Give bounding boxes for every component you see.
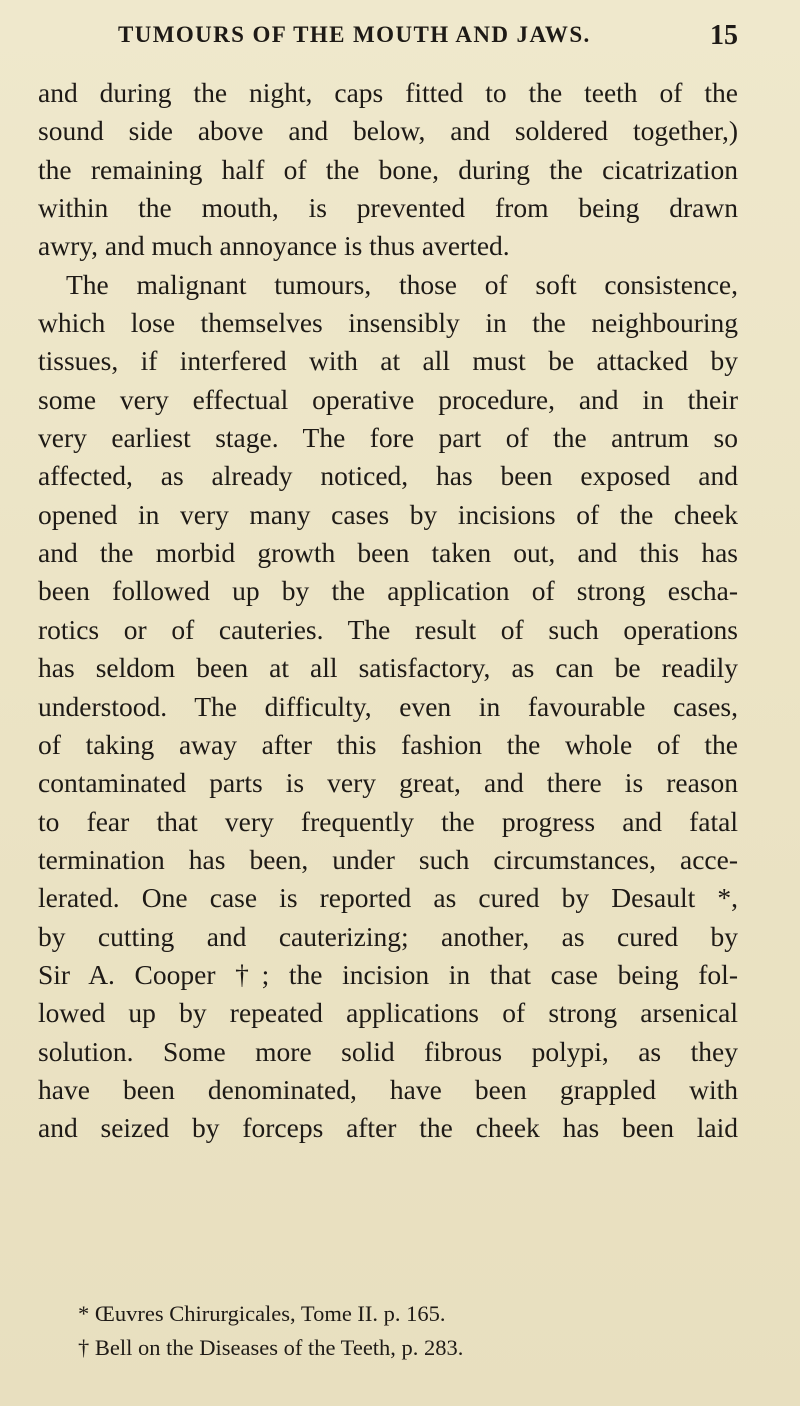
- running-title: TUMOURS OF THE MOUTH AND JAWS.: [118, 22, 591, 47]
- text-line: has seldom been at all satisfactory, as can be readily: [38, 652, 738, 684]
- text-line: opened in very many cases by incisions of the cheek: [38, 498, 738, 530]
- text-line: some very effectual operative procedure, and in their: [38, 383, 738, 415]
- text-line: been followed up by the application of strong escha-: [38, 575, 738, 607]
- text-line: lowed up by repeated applications of strong arsenical: [38, 997, 738, 1029]
- text-line: lerated. One case is reported as cured by Desault *,: [38, 882, 738, 914]
- text-line: affected, as already noticed, has been exposed and: [38, 460, 738, 492]
- body-text: [38, 74, 738, 1148]
- text-line: sound side above and below, and soldered together,): [38, 115, 738, 147]
- text-line: very earliest stage. The fore part of the antrum so: [38, 422, 738, 454]
- footnotes: [78, 1297, 718, 1365]
- text-line: Sir A. Cooper †; the incision in that case being fol-: [38, 958, 738, 990]
- text-line: awry, and much annoyance is thus averted.: [38, 230, 510, 262]
- text-line: termination has been, under such circumstances, acce-: [38, 843, 738, 875]
- text-line: The malignant tumours, those of soft consistence,: [66, 268, 738, 300]
- page-number: 15: [710, 20, 738, 51]
- running-head: [38, 22, 738, 56]
- text-line: solution. Some more solid fibrous polypi, as they: [38, 1035, 738, 1067]
- text-line: by cutting and cauterizing; another, as cured by: [38, 920, 738, 952]
- text-line: contaminated parts is very great, and there is reason: [38, 767, 738, 799]
- text-line: of taking away after this fashion the whole of the: [38, 728, 738, 760]
- text-line: within the mouth, is prevented from being drawn: [38, 192, 738, 224]
- text-line: and during the night, caps fitted to the teeth of the: [38, 77, 738, 108]
- text-line: the remaining half of the bone, during the cicatrization: [38, 153, 738, 185]
- footnote-2: † Bell on the Diseases of the Teeth, p. 283.: [78, 1335, 464, 1360]
- text-line: rotics or of cauteries. The result of such operations: [38, 613, 738, 645]
- text-line: have been denominated, have been grappled with: [38, 1073, 738, 1105]
- text-line: to fear that very frequently the progress and fatal: [38, 805, 738, 837]
- text-line: which lose themselves insensibly in the neighbouring: [38, 307, 738, 339]
- text-line: tissues, if interfered with at all must be attacked by: [38, 345, 738, 377]
- footnote-1: * Œuvres Chirurgicales, Tome II. p. 165.: [78, 1301, 446, 1326]
- text-line: and seized by forceps after the cheek has been laid: [38, 1112, 738, 1144]
- text-line: understood. The difficulty, even in favourable cases,: [38, 690, 738, 722]
- text-line: and the morbid growth been taken out, and this has: [38, 537, 738, 569]
